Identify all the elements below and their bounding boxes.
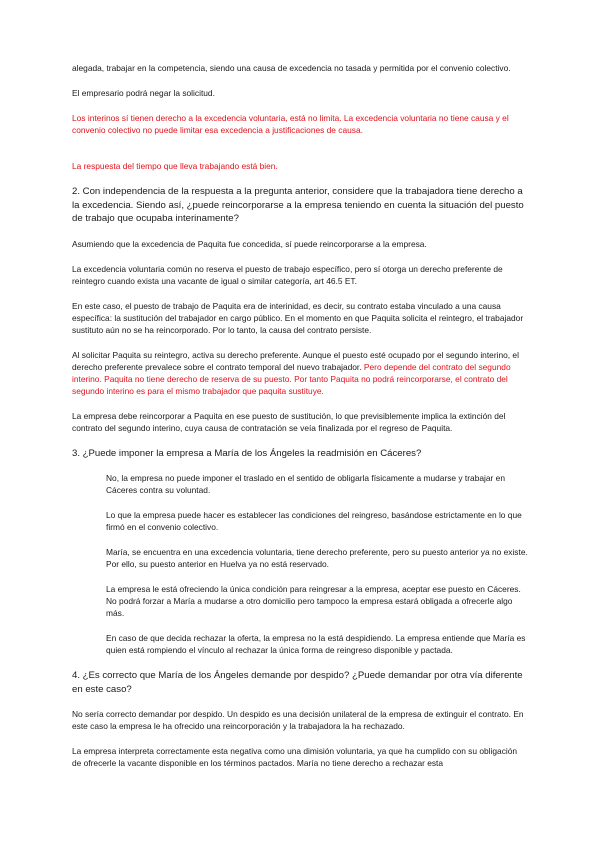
paragraph: La excedencia voluntaria común no reserva el puesto de trabajo específico, pero sí otorga un derecho preferente de reintegro cuando exista una vacante de igual o similar categoría, art 46.5 ET. — [72, 263, 503, 286]
paragraph: alegada, trabajar en la competencia, siendo una causa de excedencia no tasada y permitida por el convenio colectivo. — [72, 63, 511, 73]
paragraph: El empresario podrá negar la solicitud. — [72, 88, 215, 98]
red-comment: Pero depende del contrato del segundo interino. Paquita no tiene derecho de reserva de su puesto. Por tanto Paquita no podrá reincorporarse, el contrato del segundo interino es para el mismo trabajador que paquita sustituye. — [72, 361, 511, 396]
paragraph: La empresa debe reincorporar a Paquita en ese puesto de sustitución, lo que previsiblemente implica la extinción del contrato del segundo interino, cuya causa de contratación se veía finalizada por el regreso de Paquita. — [72, 410, 506, 433]
paragraph-text: Al solicitar Paquita su reintegro, activa su derecho preferente. Aunque el puesto esté ocupado por el segundo interino, el derecho preferente prevalece sobre el contrato temporal del nuevo trabajador. — [72, 349, 519, 372]
red-comment: La respuesta del tiempo que lleva trabajando está bien. — [72, 161, 278, 171]
paragraph: En este caso, el puesto de trabajo de Paquita era de interinidad, es decir, su contrato estaba vinculado a una causa específica: la sustitución del trabajador en cargo público. En el momento en que Paquita solicita el reintegro, el trabajador sustituto aún no se ha reincorporado. Por lo tanto, la causa del contrato persiste. — [72, 300, 524, 335]
indented-paragraph: María, se encuentra en una excedencia voluntaria, tiene derecho preferente, pero su puesto anterior ya no existe. Por ello, su puesto anterior en Huelva ya no está reservado. — [106, 547, 528, 569]
paragraph-mixed — [72, 349, 528, 397]
question-heading: 3. ¿Puede imponer la empresa a María de los Ángeles la readmisión en Cáceres? — [72, 447, 422, 459]
indented-paragraph: La empresa le está ofreciendo la única condición para reingresar a la empresa, aceptar ese puesto en Cáceres. No podrá forzar a María a mudarse a otro domicilio pero tampoco la empresa estará obligada a ofrecerle algo más. — [106, 584, 521, 618]
question-heading: 4. ¿Es correcto que María de los Ángeles demande por despido? ¿Puede demandar por otra vía diferente en este caso? — [72, 670, 523, 695]
indented-paragraph: Lo que la empresa puede hacer es establecer las condiciones del reingreso, basándose estrictamente en lo que firmó en el convenio colectivo. — [106, 510, 522, 532]
paragraph: No sería correcto demandar por despido. Un despido es una decisión unilateral de la empresa de extinguir el contrato. En este caso la empresa le ha ofrecido una reincorporación y la trabajadora la ha rechazado. — [72, 709, 524, 731]
paragraph: La empresa interpreta correctamente esta negativa como una dimisión voluntaria, ya que ha cumplido con su obligación de ofrecerle la vacante disponible en los términos pactados. María no tiene derecho a rechazar esta — [72, 746, 518, 768]
paragraph: Asumiendo que la excedencia de Paquita fue concedida, sí puede reincorporarse a la empresa. — [72, 238, 427, 249]
indented-paragraph: En caso de que decida rechazar la oferta, la empresa no la está despidiendo. La empresa entiende que María es quien está rompiendo el vínculo al rechazar la única forma de reingreso disponible y pactada. — [106, 633, 526, 655]
question-heading: 2. Con independencia de la respuesta a la pregunta anterior, considere que la trabajadora tiene derecho a la excedencia. Siendo así, ¿puede reincorporarse a la empresa teniendo en cuenta la situación del puesto de trabajo que ocupaba interinamente? — [72, 186, 524, 224]
red-comment: Los interinos sí tienen derecho a la excedencia voluntaria, está no limita. La excedencia voluntaria no tiene causa y el convenio colectivo no puede limitar esa excedencia a justificaciones de causa. — [72, 113, 509, 135]
indented-paragraph: No, la empresa no puede imponer el traslado en el sentido de obligarla físicamente a mudarse y trabajar en Cáceres contra su voluntad. — [106, 473, 505, 495]
